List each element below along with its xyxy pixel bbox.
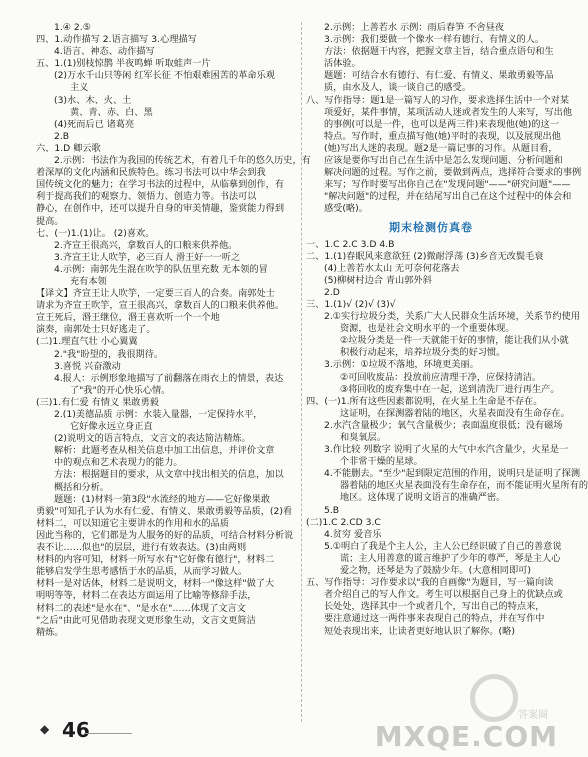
answer-line: 请求为齐宣王吹竽，宣王很高兴，拿数百人的口粮来供养他。 (36, 300, 285, 312)
answer-line: 着深厚的文化内涵和民族特色。练习书法可以中华会到我 (36, 167, 266, 179)
watermark-logo-icon (470, 674, 518, 722)
answer-line: (她)写出人迷的表现。题2是一篇记事的习作。从题目看， (324, 142, 558, 154)
answer-line: 能够启发学生思考感悟于水的品质，从而学习做人。 (36, 566, 248, 578)
answer-line: 八、写作指导：题1是一篇写人的习作，要求选择生活中一个对某 (306, 94, 570, 106)
answer-line: 它好像永远立身正直 (70, 421, 153, 433)
answer-line: 器着陆的地区火星表面没有生命存在，而不能证明火星所有的 (340, 480, 588, 492)
answer-line: 国传统文化的魅力；在学习书法的过程中，从临摹到创作，有 (36, 179, 285, 191)
answer-line: 要注意通过这一两件事来表现自己的特点，并在写作中 (324, 613, 545, 625)
answer-line: 质，由水及人，谈一谈自己的感受。 (324, 82, 471, 94)
answer-line: 四、1.动作描写 2.语言描写 3.心理描写 (36, 34, 197, 46)
answer-line: 五、写作指导：习作要求以"我的自画像"为题目，写一篇向读 (306, 577, 554, 589)
page-number: 46 (62, 718, 90, 742)
answer-line: 宣王死后，湣王继位，湣王喜欢听一个一个地 (36, 312, 220, 324)
watermark-subtitle: 答案圈 (518, 710, 548, 721)
answer-line: 精炼。 (36, 626, 64, 638)
answer-line: 明明等等，材料二在表达方面运用了比喻等修辞手法， (36, 590, 257, 602)
section-title: 期末检测仿真卷 (389, 220, 473, 234)
answer-line: 的事例(可以是一件，也可以是两三件)来表现他(她)的这一 (324, 118, 559, 130)
answer-line: 2.齐宣王很高兴，拿数百人的口粮来供养他。 (54, 239, 238, 251)
answer-line: 概括和分析。 (54, 481, 110, 493)
answer-line: 演奏，南郭处士只好逃走了。 (36, 324, 156, 336)
answer-line: 谎；主人用善意的谎言维护了少年的尊严，琴是主人心 (340, 552, 561, 564)
answer-line: 七、(一)1.(1)让。 (2)喜欢。 (36, 227, 155, 239)
answer-line: 解决问题的过程。写作之前，要做到两点，选择符合要求的事例 (324, 167, 582, 179)
answer-line: "之后"由此可见借助表现文更形象生动，文言文更简洁 (36, 614, 256, 626)
answer-line: ②垃圾分类是一件一天就能干好的事情，能让我们从小就 (340, 335, 569, 347)
answer-line: 四、(一)1.所有这些因素都说明，在火星上生命是不存在。 (306, 395, 543, 407)
answer-line: 个非常干燥的星球。 (340, 456, 423, 468)
answer-line: 主义 (70, 82, 89, 94)
answer-line: (4)死而后已 诸葛亮 (54, 118, 135, 130)
answer-line: 五、1.(1)别枝惊鹊 半夜鸣蝉 听取蛙声一片 (36, 58, 211, 70)
answer-line: 3.示例：①垃圾不落地，环境更美丽。 (324, 359, 479, 371)
right-column (306, 22, 588, 717)
answer-line: 利于提高我们的观察力、领悟力、创造力等。书法可以 (36, 191, 257, 203)
answer-line: 因此当称的，它们都是为人服务的好的品质，可结合材料分析说 (36, 529, 294, 541)
answer-line: 长处处，选择其中一个或者几个，写出自己的特点来， (324, 601, 545, 613)
answer-line: 应该是要你写出自己在生活中是怎么发现问题、分析问题和 (324, 155, 563, 167)
answer-line: 六、1.D 卿云歌 (36, 142, 101, 154)
answer-line: 3.作比较 列数字 说明了火星的大气中水汽含量少，火星是一 (324, 444, 569, 456)
answer-line: 特点。写作时，重点描写他(她)平时的表现，以及展现出他 (324, 130, 561, 142)
answer-line: 3.齐宣王让人吹竽，必三百人 滑王好一一听之 (54, 251, 241, 263)
answer-line: 材料的内容可知，材料一所写水有"它好像有德行"，材料二 (36, 554, 275, 566)
answer-line: 方法：根据题目的要求，从文章中找出相关的信息，加以 (54, 469, 284, 481)
left-column (36, 22, 311, 717)
answer-line: 4.贫穷 爱音乐 (324, 528, 382, 540)
answer-line: 了"我"的开心快乐心情。 (70, 384, 171, 396)
answer-line: 2."我"盼望的，我很期待。 (54, 348, 164, 360)
answer-line: 和臭氧层。 (340, 432, 386, 443)
answer-line: 【译文】齐宣王让人吹竽，一定要三百人的合奏。南郭处士 (36, 288, 275, 300)
answer-line: 2.示例：书法作为我国的传统艺术，有着几千年的悠久历史，有 (54, 155, 311, 167)
answer-line: 解析：此题考查从相关信息中加工出信息，并评价文章 (54, 445, 275, 457)
answer-line: ②可回收废品：投放前应清理干净，应保持清洁。 (340, 371, 542, 383)
answer-line: 这证明，在探测器着陆的地区，火星表面没有生命存在。 (340, 407, 570, 419)
answer-line: (4)上善若水太山 无可奈何花落去 (324, 262, 460, 274)
answer-line: 4.语言、神态、动作描写 (54, 46, 155, 58)
answer-line: 静心，在创作中，还可以提升自身的审美情趣，鉴赏能力得到 (36, 203, 285, 215)
answer-line: 勇毅"可知孔子认为水有仁爱、有情义、果敢勇毅等品质，(2)看 (36, 505, 293, 517)
answer-line: 4.示例：南郭先生混在吹竽的队伍里充数 无本领的冒 (54, 263, 268, 275)
answer-line: 二、1.(1)春眠风来意欲狂 (2)微耐浮荡 (3)乡音无改鬓毛衰 (306, 250, 544, 262)
answer-line: 1.④ 2.⑤ (54, 22, 91, 33)
answer-line: 爱之物，还琴是为了鼓励少年。(大意相同即可) (340, 565, 531, 577)
answer-line: 资源，也是社会文明水平的一个重要体现。 (340, 323, 515, 335)
page-number-underline (84, 733, 132, 734)
answer-line: (三)1.有仁爱 有情义 果敢勇毅 (36, 396, 159, 408)
answer-line: 提高。 (36, 215, 64, 227)
answer-line: 2.B (54, 130, 70, 142)
answer-line: 项爱好，某件事情，某项活动人迷或者发生的人来写，写出他 (324, 106, 573, 118)
answer-line: 4.报人：示例形象地描写了前翻落在雨衣上的情景，表达 (54, 372, 284, 384)
answer-line: 一、1.C 2.C 3.D 4.B (306, 238, 395, 250)
answer-line: (3)水、木、火、土 (54, 94, 132, 106)
answer-line: 2.D (324, 286, 340, 298)
answer-line: 方法：依据题干内容，把握文章主旨，结合重点语句和生 (324, 46, 554, 58)
answer-line: 2.(1)美德品质 示例：水装入量器，一定保持水平， (54, 409, 263, 420)
answer-line: 2.①实行垃圾分类，关系广大人民群众生活环境，关系节约使用 (324, 311, 580, 323)
answer-line: 题题：(1)材料一第3段"水流经的地方——它好像果敢 (54, 493, 271, 505)
answer-line: 表不让……似也"的层层，进行有效表达。(3)由两则 (36, 542, 247, 554)
answer-line: 黄、青、赤、白、黑 (70, 106, 153, 118)
answer-line: "解决问题"的过程，并在结尾写出自己在这个过程中的体会和 (324, 191, 572, 203)
answer-line: 中的观点和艺术表现力的能力。 (54, 457, 183, 469)
answer-line: 充有本领 (70, 275, 107, 287)
answer-line: 2.水汽含量极少；氧气含量极少；表面温度很低；没有磁场 (324, 419, 563, 431)
answer-line: 活体验。 (324, 58, 361, 70)
answer-line: 5.B (324, 504, 340, 516)
answer-line: 5.①明白了我是个主人公，主人公已经识破了自己的善意说 (324, 540, 562, 552)
watermark: MXQE.COM (374, 720, 558, 753)
answer-line: (5)柳树村边合 青山郭外斜 (324, 274, 432, 286)
answer-line: 积极行动起来，培养垃圾分类的好习惯。 (340, 347, 506, 359)
answer-line: 短处表现出来，让读者更好地认识了解你。(略) (324, 625, 515, 637)
answer-line: ③将回收的废弃集中在一起，送到清洗厂进行再生产。 (340, 383, 560, 395)
answer-line: (二)1.理直气壮 小心翼翼 (36, 336, 138, 348)
answer-line: 3.喜悦 兴奋激动 (54, 360, 121, 372)
answer-line: 材料一是对话体，材料二是说明文，材料一"像这样"做了大 (36, 578, 275, 590)
answer-line: (2)说明文的语言特点，文言文的表达简洁精炼。 (54, 433, 251, 445)
answer-line: 材料二，可以知道它主要讲水的作用和水的品质 (36, 517, 229, 529)
answer-line: 地区。这体现了说明文语言的准确严密。 (340, 492, 506, 504)
answer-line: 者介绍自己的写人作文。考生可以根据自己身上的优缺点或 (324, 589, 563, 601)
answer-line: 4.不能删去。"至少"起到限定范围的作用，说明只是证明了探测 (324, 468, 581, 480)
page-mark-icon: ◆ (40, 722, 50, 736)
column-divider (301, 22, 302, 722)
answer-line: (2)万水千山只等闲 红军长征 不怕艰难困苦的革命乐观 (54, 70, 275, 82)
answer-line: 三、1.(1)√ (2)√ (3)√ (306, 298, 396, 310)
answer-line: 材料二的表述"是水在"、"是水在"……体现了文言文 (36, 602, 246, 614)
answer-line: 题题：可结合水有德行、有仁爱、有情义、果敢勇毅等品 (324, 70, 554, 82)
answer-line: 感受(略)。 (324, 203, 368, 215)
answer-line: 3.示例：我们要做一个像水一样有德行、有情义的人。 (324, 34, 545, 46)
answer-line: 2.示例：上善若水 示例：雨后春笋 不舍昼夜 (324, 22, 504, 33)
answer-line: (二)1.C 2.CD 3.C (306, 516, 381, 528)
answer-line: 来写；写作时要写出你自己在"发现问题"——"研究问题"—— (324, 179, 571, 191)
